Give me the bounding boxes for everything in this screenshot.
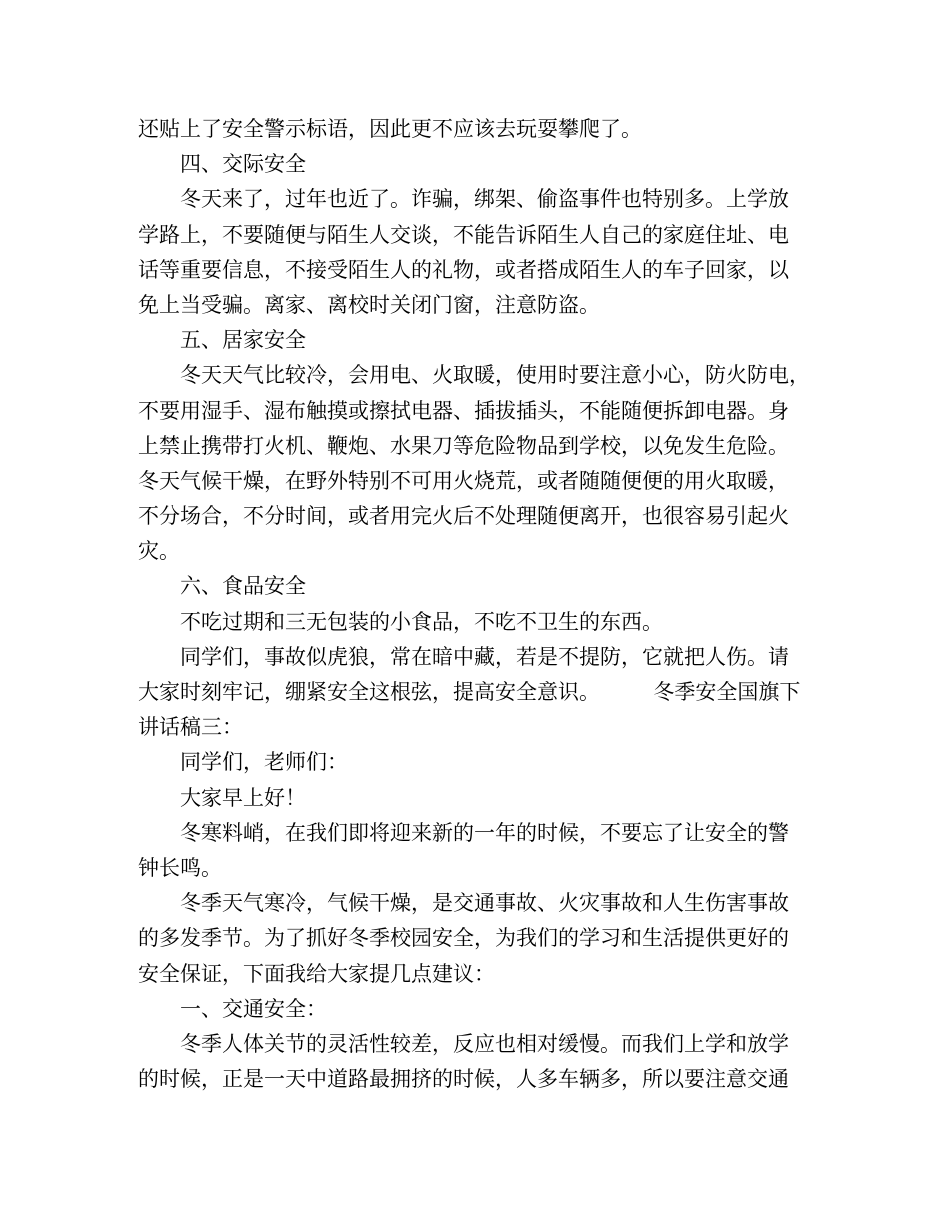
- text-line: 免上当受骗。离家、离校时关闭门窗，注意防盗。: [138, 292, 600, 317]
- text-line: 学路上，不要随便与陌生人交谈，不能告诉陌生人自己的家庭住址、电: [138, 222, 789, 247]
- text-line: 钟长鸣。: [138, 855, 222, 880]
- text-line: 冬季人体关节的灵活性较差，反应也相对缓慢。而我们上学和放学: [180, 1031, 789, 1056]
- text-line: 六、食品安全: [180, 574, 306, 599]
- text-line: 冬季天气寒冷，气候干燥，是交通事故、火灾事故和人生伤害事故: [180, 891, 789, 916]
- text-line: 冬寒料峭，在我们即将迎来新的一年的时候，不要忘了让安全的警: [180, 820, 789, 845]
- text-line: 不分场合，不分时间，或者用完火后不处理随便离开，也很容易引起火: [138, 504, 789, 529]
- text-line: 四、交际安全: [180, 152, 306, 177]
- text-line: 还贴上了安全警示标语，因此更不应该去玩耍攀爬了。: [138, 117, 642, 141]
- text-line: 一、交通安全：: [180, 996, 327, 1021]
- text-line: 不要用湿手、湿布触摸或擦拭电器、插拔插头，不能随便拆卸电器。身: [138, 398, 789, 423]
- text-line: 同学们，老师们：: [180, 750, 348, 775]
- text-line: 话等重要信息，不接受陌生人的礼物，或者搭成陌生人的车子回家，以: [138, 257, 789, 282]
- text-line: 安全保证，下面我给大家提几点建议：: [138, 961, 495, 986]
- text-line: 的时候，正是一天中道路最拥挤的时候，人多车辆多，所以要注意交通: [138, 1067, 789, 1092]
- text-line: 五、居家安全: [180, 328, 306, 353]
- text-line: 冬天天气比较冷，会用电、火取暖，使用时要注意小心，防火防电，: [180, 363, 810, 388]
- text-line: 灾。: [138, 539, 180, 564]
- text-line: 大家早上好！: [180, 785, 306, 810]
- text-line: 不吃过期和三无包装的小食品，不吃不卫生的东西。: [180, 609, 663, 634]
- text-line: 上禁止携带打火机、鞭炮、水果刀等危险物品到学校，以免发生危险。: [138, 433, 789, 458]
- text-line: 冬天来了，过年也近了。诈骗，绑架、偷盗事件也特别多。上学放: [180, 187, 789, 212]
- text-line: 冬天气候干燥，在野外特别不可用火烧荒，或者随随便便的用火取暖，: [138, 468, 789, 493]
- text-line: 大家时刻牢记，绷紧安全这根弦，提高安全意识。 冬季安全国旗下: [138, 680, 801, 704]
- text-line: 的多发季节。为了抓好冬季校园安全，为我们的学习和生活提供更好的: [138, 926, 789, 951]
- text-line: 讲话稿三：: [138, 715, 243, 740]
- text-line: 同学们，事故似虎狼，常在暗中藏，若是不提防，它就把人伤。请: [180, 644, 789, 669]
- document-body: [138, 112, 814, 1097]
